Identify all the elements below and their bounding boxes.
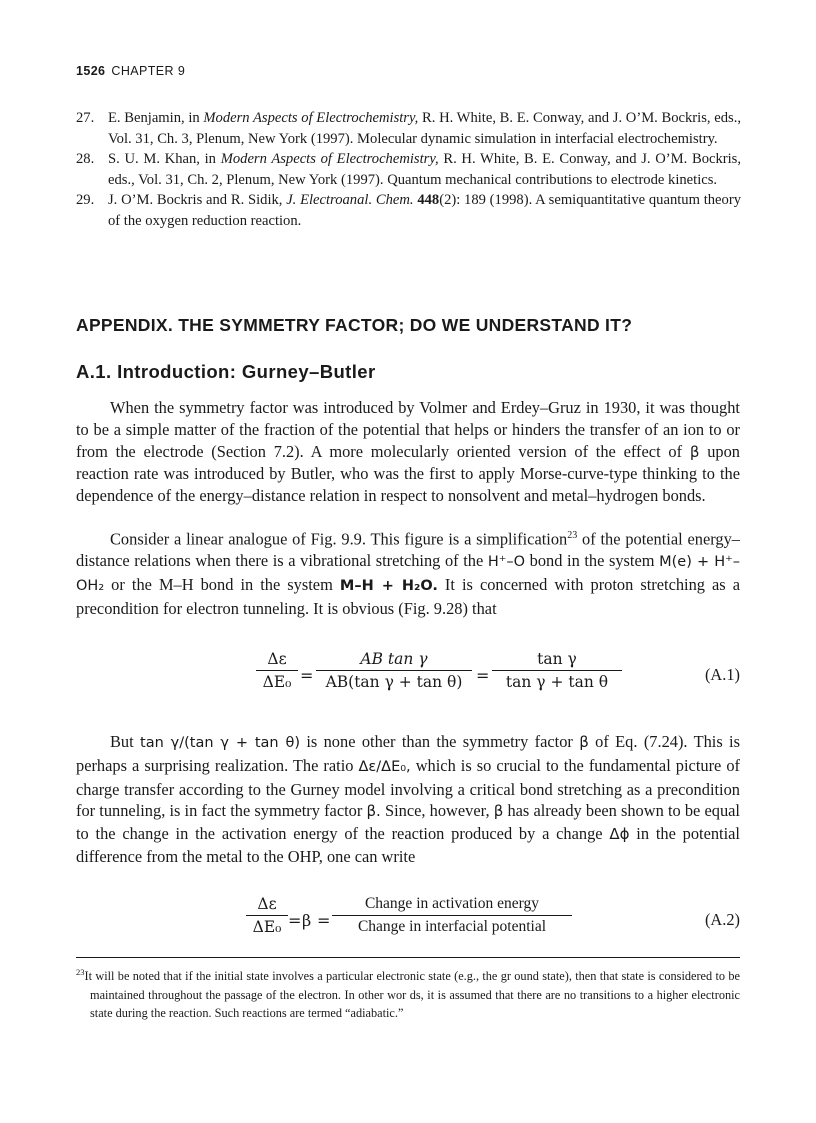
bond-formula: H⁺–O (487, 554, 526, 571)
paragraph: Consider a linear analogue of Fig. 9.9. This figure is a simplification$^{23}$ of the potential energy–distance relations when there is a vibrational stretching of the H⁺–O bond in the system M(e) + H⁺–OH₂ or the M–H bond in the system M–H + H₂O. It is concerned with proton stretching as a precondition for electron tunneling. It is obvious (Fig. 9.28) that (76, 529, 741, 618)
reference-list (76, 108, 741, 231)
inline-math: Δε/ΔE₀, (358, 758, 411, 775)
reference-item: 27. E. Benjamin, in Modern Aspects of Electrochemistry, R. H. White, B. E. Conway, and J. O’M. Bockris, eds., Vol. 31, Ch. 3, Plenum, New York (1997). Molecular dynamic simulation in interfacial electrochemistry. (76, 110, 741, 147)
beta-symbol: β (579, 733, 589, 751)
reference-source: Modern Aspects of Electrochemistry, (203, 110, 419, 126)
appendix-title: APPENDIX. THE SYMMETRY FACTOR; DO WE UNDERSTAND IT? (76, 315, 633, 335)
footnote-mark: 23 (76, 967, 85, 977)
fraction: Δε ΔE₀ (256, 650, 298, 691)
fraction: AB tan γ AB(tan γ + tan θ) (316, 650, 472, 691)
fraction: Change in activation energy Change in interfacial potential (332, 895, 572, 936)
footnote-divider (76, 957, 740, 958)
reference-item: 28. S. U. M. Khan, in Modern Aspects of Electrochemistry, R. H. White, B. E. Conway, and J. O’M. Bockris, eds., Vol. 31, Ch. 2, Plenum, New York (1997). Quantum mechanical contributions to electrode kinetics. (76, 151, 742, 188)
reference-number: 27. (76, 110, 95, 126)
inline-math: tan γ/(tan γ + tan θ) (140, 735, 300, 751)
chapter-label: CHAPTER 9 (111, 64, 186, 78)
equation-number: (A.2) (704, 910, 740, 929)
paragraph: When the symmetry factor was introduced by Volmer and Erdey–Gruz in 1930, it was thought to be a simple matter of the fraction of the potential that helps or hinders the transfer of an ion to or from the electrode (Section 7.2). A more molecularly oriented version of the effect of β upon reaction rate was introduced by Butler, who was the first to apply Morse-curve-type thinking to the dependence of the energy–distance relation in respect to nonsolvent and metal–hydrogen bonds. (76, 398, 740, 506)
reference-number: 29. (76, 192, 95, 208)
equation-number: (A.1) (704, 665, 740, 684)
reference-source: J. Electroanal. Chem. (286, 192, 414, 208)
page-number: 1526 (76, 64, 106, 78)
beta-symbol: β. (366, 802, 381, 821)
section-title: A.1. Introduction: Gurney–Butler (76, 361, 376, 382)
beta-symbol: β (493, 802, 504, 821)
beta-symbol: β (689, 442, 700, 461)
equation-a1: Δε ΔE₀ = AB tan γ AB(tan γ + tan θ) = tan γ tan γ + tan θ (A.1) (76, 650, 740, 710)
reference-number: 28. (76, 151, 95, 167)
paragraph: But tan γ/(tan γ + tan θ) is none other than the symmetry factor β of Eq. (7.24). This is perhaps a surprising realization. The ratio Δε/ΔE₀, which is so crucial to the fundamental picture of charge transfer according to the Gurney model involving a critical bond stretching as a precondition for tunneling, is in fact the symmetry factor β. Since, however, β has already been shown to be equal to the change in the activation energy of the reaction produced by a change Δϕ in the potential difference from the metal to the OHP, one can write (76, 732, 740, 866)
fraction: tan γ tan γ + tan θ (492, 650, 622, 691)
fraction: Δε ΔE₀ (246, 895, 288, 936)
reference-item: 29. J. O’M. Bockris and R. Sidik, J. Electroanal. Chem. 448(2): 189 (1998). A semiquantitative quantum theory of the oxygen reduction reaction. (76, 192, 741, 229)
footnote-text: It will be noted that if the initial state involves a particular electronic state (e.g., the gr ound state), then that state is considered to be maintained throughout the passage of the electron. In other wor ds, it is assumed that there are no transitions to a higher electronic state during the reaction. Such reactions are termed “adiabatic.” (84, 969, 740, 1021)
footnote (76, 963, 740, 1023)
delta-phi-symbol: Δϕ (609, 825, 630, 844)
reference-volume: 448 (417, 192, 440, 208)
running-head (76, 64, 185, 78)
reference-source: Modern Aspects of Electrochemistry, (220, 151, 439, 167)
system-formula: M(e) + H⁺–OH₂ (76, 554, 741, 595)
equation-a2: Δε ΔE₀ = β = Change in activation energy Change in interfacial potential (A.2) (76, 895, 740, 955)
beta-symbol: β (302, 911, 312, 930)
system-formula: M–H + H₂O. (339, 578, 438, 595)
footnote-ref: 23 (567, 530, 578, 541)
